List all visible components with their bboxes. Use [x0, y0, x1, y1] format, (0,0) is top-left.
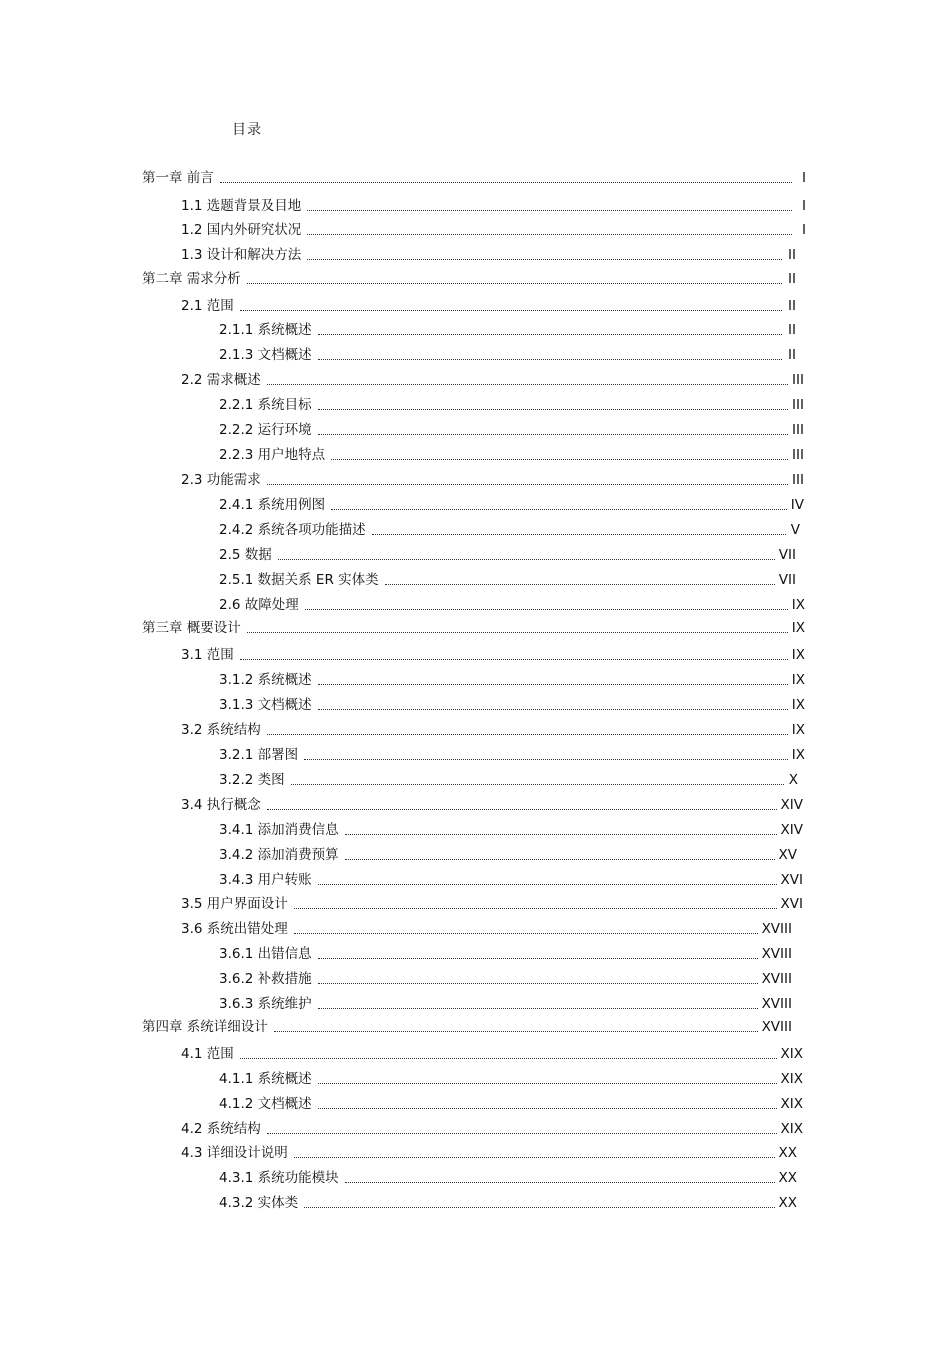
- toc-entry-label: 第二章 需求分析: [142, 271, 241, 287]
- toc-entry-label: 4.3 详细设计说明: [181, 1145, 288, 1161]
- toc-page-number: XV: [778, 847, 797, 863]
- toc-entry[interactable]: [181, 894, 803, 914]
- toc-dot-leader: [267, 809, 777, 810]
- toc-page-number: II: [788, 247, 796, 263]
- toc-entry[interactable]: [219, 520, 800, 540]
- toc-dot-leader: [318, 359, 782, 360]
- toc-entry[interactable]: [181, 1143, 797, 1163]
- toc-entry[interactable]: [219, 495, 804, 515]
- toc-page-number: XIX: [780, 1046, 803, 1062]
- toc-page-number: XVI: [780, 896, 803, 912]
- toc-entry[interactable]: [219, 545, 796, 565]
- toc-dot-leader: [220, 182, 792, 183]
- toc-entry-label: 2.4.1 系统用例图: [219, 497, 326, 513]
- toc-entry-label: 3.4.2 添加消费预算: [219, 847, 339, 863]
- toc-entry-label: 3.2.1 部署图: [219, 747, 299, 763]
- toc-page-number: XVIII: [761, 946, 792, 962]
- toc-entry[interactable]: [219, 820, 803, 840]
- toc-page-number: II: [788, 322, 796, 338]
- toc-dot-leader: [318, 884, 777, 885]
- toc-entry-label: 3.6.1 出错信息: [219, 946, 312, 962]
- toc-dot-leader: [247, 283, 782, 284]
- toc-dot-leader: [305, 609, 788, 610]
- toc-page-number: XVIII: [761, 971, 792, 987]
- toc-entry[interactable]: [219, 320, 796, 340]
- toc-dot-leader: [294, 933, 758, 934]
- toc-page-number: VII: [778, 547, 796, 563]
- toc-entry-label: 2.4.2 系统各项功能描述: [219, 522, 366, 538]
- toc-dot-leader: [318, 983, 758, 984]
- toc-entry[interactable]: [142, 269, 796, 289]
- toc-page-number: III: [792, 397, 804, 413]
- toc-entry[interactable]: [142, 618, 805, 638]
- toc-page-number: II: [788, 271, 796, 287]
- toc-dot-leader: [318, 409, 788, 410]
- toc-page-number: IX: [791, 747, 805, 763]
- toc-entry[interactable]: [181, 720, 805, 740]
- toc-entry[interactable]: [181, 296, 796, 316]
- toc-page-number: XIX: [780, 1071, 803, 1087]
- toc-entry[interactable]: [181, 196, 806, 216]
- toc-dot-leader: [267, 1133, 777, 1134]
- toc-entry[interactable]: [219, 570, 796, 590]
- toc-entry[interactable]: [219, 445, 804, 465]
- toc-page-number: III: [792, 472, 804, 488]
- toc-dot-leader: [294, 1157, 775, 1158]
- toc-dot-leader: [331, 509, 787, 510]
- toc-entry-label: 2.5.1 数据关系 ER 实体类: [219, 572, 379, 588]
- toc-entry[interactable]: [181, 795, 803, 815]
- toc-dot-leader: [304, 1207, 774, 1208]
- toc-entry[interactable]: [181, 1119, 803, 1139]
- toc-page-number: IX: [791, 672, 805, 688]
- toc-dot-leader: [318, 684, 788, 685]
- toc-page-number: XIV: [780, 822, 803, 838]
- toc-entry[interactable]: [219, 1069, 803, 1089]
- toc-dot-leader: [331, 459, 788, 460]
- toc-dot-leader: [304, 759, 788, 760]
- toc-entry[interactable]: [142, 168, 806, 188]
- toc-entry-label: 2.5 数据: [219, 547, 272, 563]
- toc-entry-label: 3.2.2 类图: [219, 772, 285, 788]
- toc-page-number: I: [802, 198, 806, 214]
- toc-page-number: IX: [791, 597, 805, 613]
- toc-entry[interactable]: [219, 1094, 803, 1114]
- toc-entry-label: 第四章 系统详细设计: [142, 1019, 268, 1035]
- toc-entry[interactable]: [219, 870, 803, 890]
- toc-page-number: X: [788, 772, 798, 788]
- toc-dot-leader: [318, 1108, 777, 1109]
- toc-entry-label: 2.1.1 系统概述: [219, 322, 312, 338]
- toc-entry-label: 2.2 需求概述: [181, 372, 261, 388]
- toc-entry[interactable]: [219, 1168, 797, 1188]
- toc-entry-label: 3.4.1 添加消费信息: [219, 822, 339, 838]
- toc-entry[interactable]: [142, 1017, 792, 1037]
- toc-entry[interactable]: [181, 919, 792, 939]
- toc-page-number: II: [788, 298, 796, 314]
- toc-entry-label: 4.1.1 系统概述: [219, 1071, 312, 1087]
- toc-entry[interactable]: [219, 770, 798, 790]
- toc-dot-leader: [294, 908, 777, 909]
- toc-entry-label: 2.2.2 运行环境: [219, 422, 312, 438]
- toc-page-number: V: [790, 522, 800, 538]
- toc-page-number: XVIII: [761, 1019, 792, 1035]
- toc-page-number: IV: [790, 497, 804, 513]
- toc-entry-label: 4.1 范围: [181, 1046, 234, 1062]
- toc-entry-label: 3.1.3 文档概述: [219, 697, 312, 713]
- toc-entry[interactable]: [219, 395, 804, 415]
- toc-entry[interactable]: [219, 944, 792, 964]
- toc-page-number: IX: [791, 697, 805, 713]
- toc-dot-leader: [267, 484, 788, 485]
- toc-entry-label: 3.1.2 系统概述: [219, 672, 312, 688]
- toc-entry-label: 3.4 执行概念: [181, 797, 261, 813]
- toc-page-number: III: [792, 422, 804, 438]
- toc-entry-label: 4.1.2 文档概述: [219, 1096, 312, 1112]
- toc-entry[interactable]: [219, 345, 796, 365]
- toc-entry[interactable]: [219, 994, 792, 1014]
- toc-entry-label: 第三章 概要设计: [142, 620, 241, 636]
- toc-entry-label: 3.4.3 用户转账: [219, 872, 312, 888]
- toc-page-number: III: [792, 447, 804, 463]
- toc-entry[interactable]: [219, 1193, 797, 1213]
- toc-entry[interactable]: [181, 645, 805, 665]
- toc-page-number: XX: [778, 1170, 797, 1186]
- toc-entry-label: 2.2.3 用户地特点: [219, 447, 326, 463]
- toc-dot-leader: [372, 534, 786, 535]
- toc-page-number: XIX: [780, 1096, 803, 1112]
- toc-page-number: XX: [778, 1145, 797, 1161]
- toc-dot-leader: [307, 234, 792, 235]
- toc-page-number: XVI: [780, 872, 803, 888]
- toc-page-number: I: [802, 222, 806, 238]
- toc-entry[interactable]: [219, 969, 792, 989]
- toc-dot-leader: [247, 632, 788, 633]
- toc-page-number: XVIII: [761, 996, 792, 1012]
- toc-dot-leader: [345, 834, 777, 835]
- toc-entry-label: 3.1 范围: [181, 647, 234, 663]
- toc-entry[interactable]: [181, 1044, 803, 1064]
- toc-dot-leader: [291, 784, 784, 785]
- toc-entry-label: 3.2 系统结构: [181, 722, 261, 738]
- toc-entry-label: 4.3.1 系统功能模块: [219, 1170, 339, 1186]
- toc-dot-leader: [318, 709, 788, 710]
- toc-entry-label: 3.6.3 系统维护: [219, 996, 312, 1012]
- toc-dot-leader: [307, 259, 782, 260]
- toc-dot-leader: [318, 334, 782, 335]
- toc-page-number: XX: [778, 1195, 797, 1211]
- toc-entry-label: 2.3 功能需求: [181, 472, 261, 488]
- toc-entry[interactable]: [219, 670, 805, 690]
- toc-dot-leader: [240, 659, 788, 660]
- toc-entry-label: 4.2 系统结构: [181, 1121, 261, 1137]
- toc-entry-label: 1.1 选题背景及目地: [181, 198, 302, 214]
- toc-entry-label: 1.2 国内外研究状况: [181, 222, 302, 238]
- toc-dot-leader: [278, 559, 775, 560]
- toc-page-number: IX: [791, 620, 805, 636]
- toc-page-number: IX: [791, 647, 805, 663]
- toc-entry[interactable]: [219, 420, 804, 440]
- toc-dot-leader: [267, 734, 788, 735]
- toc-dot-leader: [267, 384, 788, 385]
- toc-entry-label: 2.1 范围: [181, 298, 234, 314]
- toc-entry-label: 2.6 故障处理: [219, 597, 299, 613]
- toc-entry[interactable]: [219, 695, 805, 715]
- toc-dot-leader: [318, 958, 758, 959]
- toc-dot-leader: [318, 434, 788, 435]
- toc-dot-leader: [307, 210, 792, 211]
- toc-entry-label: 3.6.2 补救措施: [219, 971, 312, 987]
- toc-entry-label: 4.3.2 实体类: [219, 1195, 299, 1211]
- toc-page-number: XVIII: [761, 921, 792, 937]
- toc-page-number: III: [792, 372, 804, 388]
- toc-entry[interactable]: [181, 245, 796, 265]
- toc-entry[interactable]: [181, 370, 804, 390]
- toc-dot-leader: [240, 1058, 777, 1059]
- toc-page-number: XIV: [780, 797, 803, 813]
- toc-page-number: II: [788, 347, 796, 363]
- toc-title: 目录: [232, 122, 262, 138]
- toc-dot-leader: [240, 310, 782, 311]
- toc-entry-label: 2.1.3 文档概述: [219, 347, 312, 363]
- toc-page-number: IX: [791, 722, 805, 738]
- toc-dot-leader: [345, 1182, 775, 1183]
- toc-dot-leader: [318, 1008, 758, 1009]
- toc-entry[interactable]: [219, 745, 805, 765]
- toc-dot-leader: [274, 1031, 758, 1032]
- toc-entry-label: 2.2.1 系统目标: [219, 397, 312, 413]
- toc-entry[interactable]: [219, 845, 797, 865]
- toc-entry[interactable]: [219, 595, 805, 615]
- toc-entry[interactable]: [181, 470, 804, 490]
- toc-dot-leader: [345, 859, 775, 860]
- toc-page-number: I: [802, 170, 806, 186]
- toc-page-number: XIX: [780, 1121, 803, 1137]
- toc-dot-leader: [385, 584, 775, 585]
- toc-entry[interactable]: [181, 220, 806, 240]
- toc-entry-label: 3.5 用户界面设计: [181, 896, 288, 912]
- toc-dot-leader: [318, 1083, 777, 1084]
- toc-entry-label: 第一章 前言: [142, 170, 214, 186]
- toc-entry-label: 1.3 设计和解决方法: [181, 247, 302, 263]
- toc-entry-label: 3.6 系统出错处理: [181, 921, 288, 937]
- toc-page-number: VII: [778, 572, 796, 588]
